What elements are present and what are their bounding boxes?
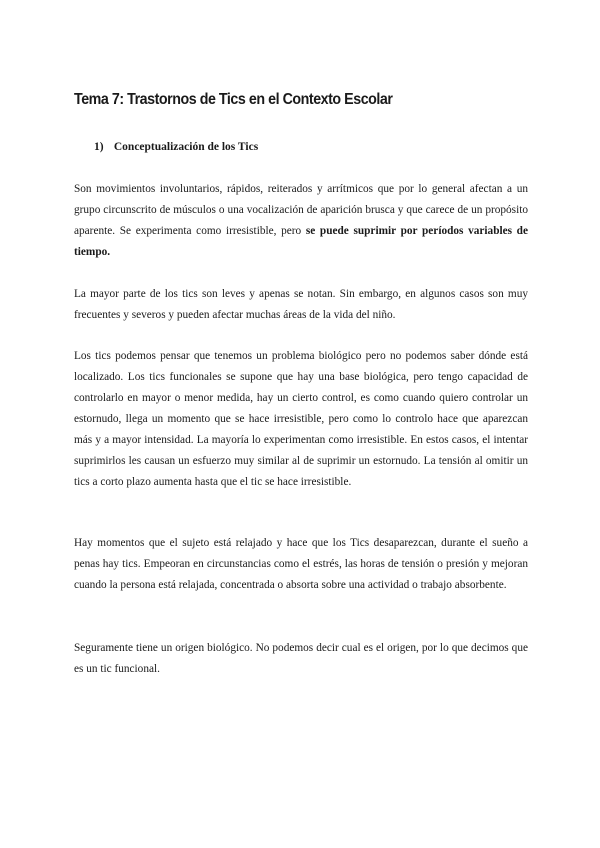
section-heading-text: Conceptualización de los Tics — [113, 141, 259, 153]
section-number: 1) — [94, 141, 104, 153]
paragraph-definition-bold: se puede suprimir por períodos variables de tiempo. — [74, 225, 528, 258]
paragraph-origin: Seguramente tiene un origen biológico. No podemos decir cual es el origen, por lo que decimos que es un tic funcional. — [74, 642, 528, 675]
paragraph-definition-text: Son movimientos involuntarios, rápidos, reiterados y arrítmicos que por lo general afectan a un grupo circunscrito de músculos o una vocalización de aparición brusca y que carece de un propósito aparente. Se experimenta como irresistible, pero — [74, 183, 528, 237]
section-heading — [94, 141, 258, 153]
document-title: Tema 7: Trastornos de Tics en el Contexto Escolar — [74, 91, 393, 108]
paragraph-severity: La mayor parte de los tics son leves y apenas se notan. Sin embargo, en algunos casos son muy frecuentes y severos y pueden afectar muchas áreas de la vida del niño. — [74, 288, 528, 321]
paragraph-definition — [74, 179, 528, 263]
paragraph-functional-tics: Los tics podemos pensar que tenemos un problema biológico pero no podemos saber dónde está localizado. Los tics funcionales se supone que hay una base biológica, pero tengo capacidad de controlarlo en mayor o menor medida, hay un cierto control, es como cuando quiero controlar un estornudo, llega un momento que se hace irresistible, pero como lo controlo hace que aparezcan más y a mayor intensidad. La mayoría lo experimentan como irresistible. En estos casos, el intentar suprimirlos les causan un esfuerzo muy similar al de suprimir un estornudo. La tensión al omitir un tics a corto plazo aumenta hasta que el tic se hace irresistible. — [74, 350, 528, 488]
paragraph-relaxation: Hay momentos que el sujeto está relajado y hace que los Tics desaparezcan, durante el sueño a penas hay tics. Empeoran en circunstancias como el estrés, las horas de tensión o presión y mejoran cuando la persona está relajada, concentrada o absorta sobre una actividad o trabajo absorbente. — [74, 537, 528, 591]
